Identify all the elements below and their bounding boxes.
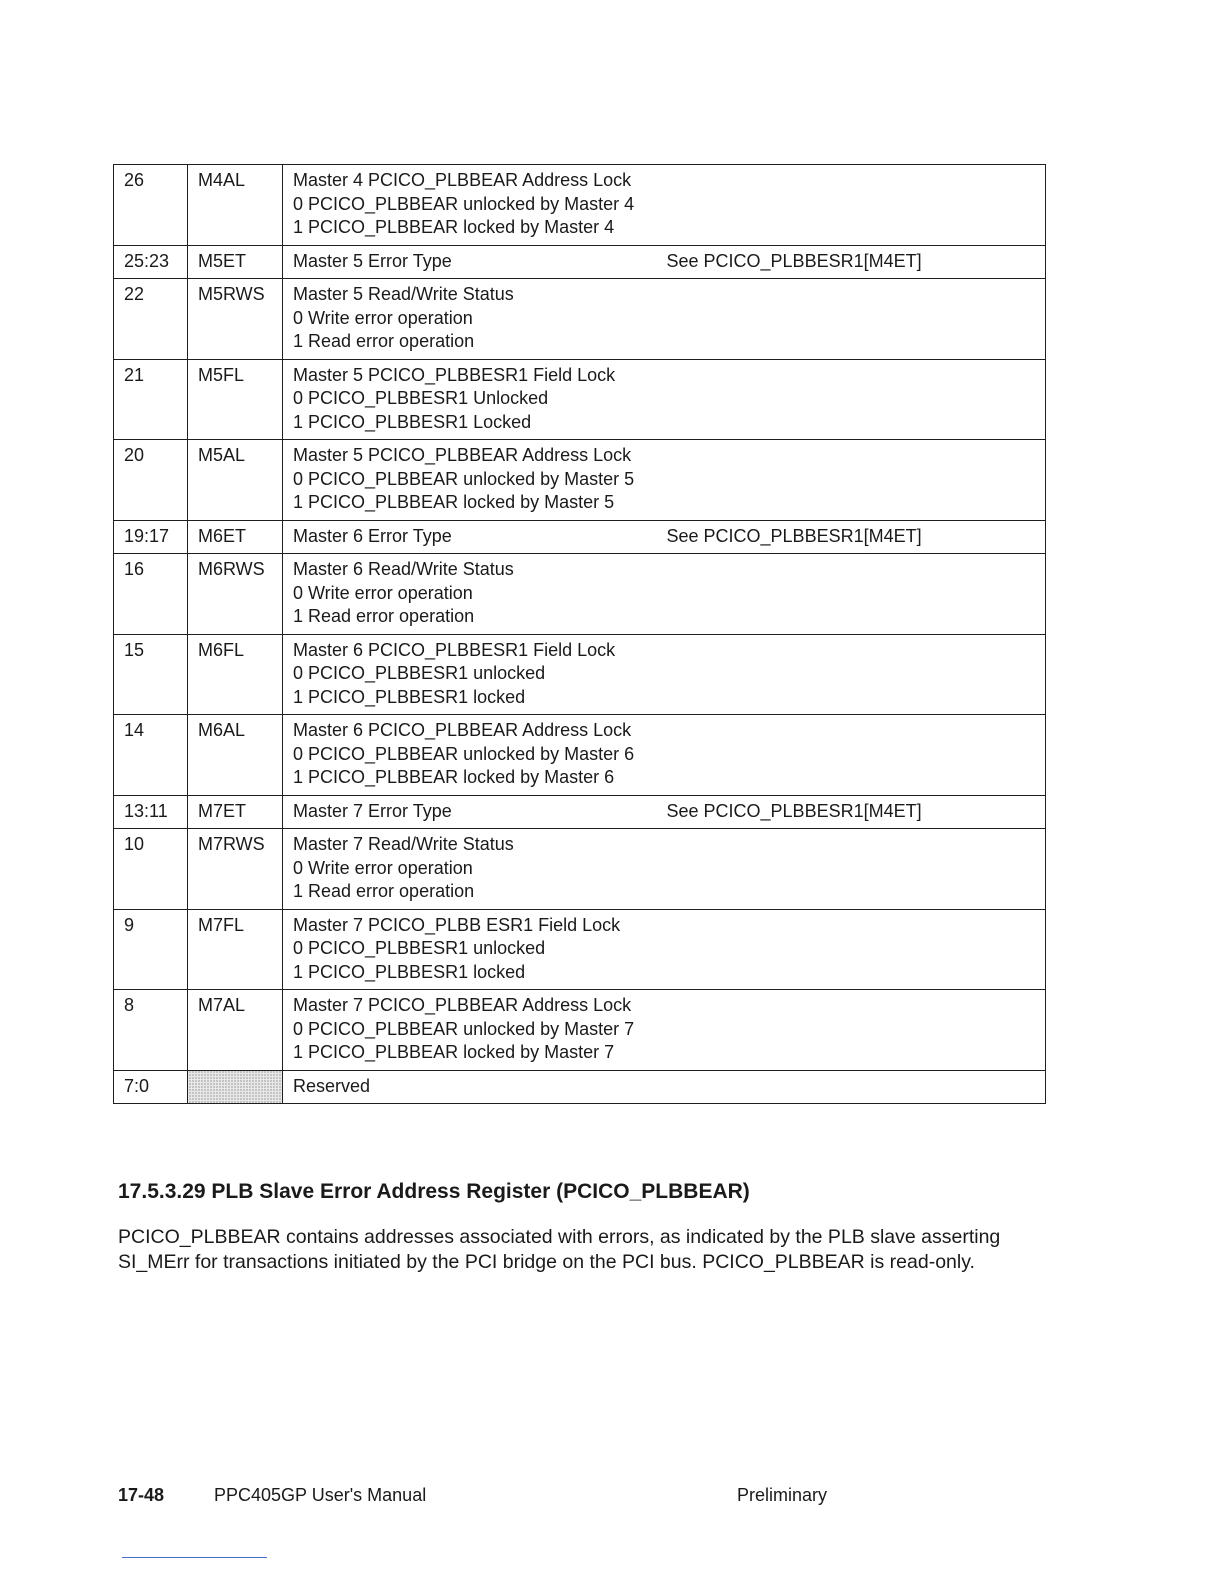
description-cell: [283, 1070, 663, 1104]
footer-manual-title: PPC405GP User's Manual: [214, 1485, 427, 1505]
register-field-table: [113, 164, 1046, 1104]
reserved-field-cell: [188, 1070, 283, 1104]
field-name-cell: M7ET: [188, 795, 283, 829]
notes-cell: See PCICO_PLBBESR1[M4ET]: [663, 245, 1046, 279]
description-cell: [283, 165, 663, 246]
table-row: [114, 1070, 1046, 1104]
bits-cell: 14: [114, 715, 188, 796]
description-cell: [283, 359, 663, 440]
bits-cell: 19:17: [114, 520, 188, 554]
description-line: 1 Read error operation: [293, 881, 475, 901]
notes-cell: [663, 829, 1046, 910]
footer-page-number: 17-48: [118, 1485, 165, 1505]
footer-rule: [122, 1557, 267, 1558]
table-row: [114, 634, 1046, 715]
description-line: Master 6 PCICO_PLBBEAR Address Lock: [293, 720, 632, 740]
description-line: 0 PCICO_PLBBEAR unlocked by Master 7: [293, 1018, 635, 1039]
table-row: [114, 554, 1046, 635]
description-cell: [283, 795, 663, 829]
table-row: [114, 245, 1046, 279]
notes-cell: [663, 909, 1046, 990]
description-line: Master 6 PCICO_PLBBESR1 Field Lock: [293, 639, 616, 660]
field-name-cell: M7AL: [188, 990, 283, 1071]
bits-cell: 25:23: [114, 245, 188, 279]
bits-cell: 13:11: [114, 795, 188, 829]
description-cell: [283, 440, 663, 521]
description-line: Master 7 PCICO_PLBB ESR1 Field Lock: [293, 914, 621, 935]
description-cell: [283, 554, 663, 635]
description-line: Master 7 Read/Write Status: [293, 834, 514, 854]
table-row: [114, 829, 1046, 910]
field-name-cell: M7FL: [188, 909, 283, 990]
notes-cell: See PCICO_PLBBESR1[M4ET]: [663, 520, 1046, 554]
bits-cell: 8: [114, 990, 188, 1071]
description-line: 1 PCICO_PLBBESR1 locked: [293, 961, 526, 982]
description-line: 0 Write error operation: [293, 857, 473, 878]
table-row: [114, 440, 1046, 521]
description-cell: [283, 990, 663, 1071]
description-line: 1 PCICO_PLBBESR1 locked: [293, 686, 526, 707]
field-name-cell: M6FL: [188, 634, 283, 715]
table-row: [114, 909, 1046, 990]
description-line: 0 PCICO_PLBBEAR unlocked by Master 5: [293, 468, 635, 489]
description-line: Master 5 PCICO_PLBBEAR Address Lock: [293, 445, 632, 465]
field-name-cell: M4AL: [188, 165, 283, 246]
field-name-cell: M7RWS: [188, 829, 283, 910]
section-title: 17.5.3.29 PLB Slave Error Address Register (PCICO_PLBBEAR): [118, 1180, 750, 1203]
description-line: Master 7 Error Type: [293, 800, 452, 821]
description-line: Master 4 PCICO_PLBBEAR Address Lock: [293, 170, 632, 190]
table-row: [114, 279, 1046, 360]
section-body: PCICO_PLBBEAR contains addresses associated with errors, as indicated by the PLB slave asserting SI_MErr for transactions initiated by the PCI bridge on the PCI bus. PCICO_PLBBEAR is read-only.: [118, 1226, 1001, 1273]
description-line: 1 PCICO_PLBBEAR locked by Master 4: [293, 217, 615, 237]
description-line: Master 6 Read/Write Status: [293, 559, 514, 579]
bits-cell: 21: [114, 359, 188, 440]
field-name-cell: M5RWS: [188, 279, 283, 360]
description-line: 1 PCICO_PLBBEAR locked by Master 6: [293, 767, 615, 787]
table-row: [114, 165, 1046, 246]
notes-cell: [663, 554, 1046, 635]
description-line: 0 PCICO_PLBBEAR unlocked by Master 6: [293, 743, 635, 764]
field-name-cell: M5ET: [188, 245, 283, 279]
description-cell: [283, 245, 663, 279]
description-line: Reserved: [293, 1075, 371, 1096]
bits-cell: 10: [114, 829, 188, 910]
notes-cell: [663, 1070, 1046, 1104]
notes-cell: [663, 634, 1046, 715]
bits-cell: 20: [114, 440, 188, 521]
table-row: [114, 795, 1046, 829]
description-line: 0 Write error operation: [293, 582, 473, 603]
description-line: 1 PCICO_PLBBEAR locked by Master 5: [293, 492, 615, 512]
notes-cell: See PCICO_PLBBESR1[M4ET]: [663, 795, 1046, 829]
description-line: 1 Read error operation: [293, 331, 475, 351]
field-name-cell: M6AL: [188, 715, 283, 796]
description-line: 0 Write error operation: [293, 307, 473, 328]
description-line: Master 7 PCICO_PLBBEAR Address Lock: [293, 995, 632, 1015]
register-field-table-body: [114, 165, 1046, 1104]
description-line: 1 Read error operation: [293, 606, 475, 626]
description-cell: [283, 909, 663, 990]
description-line: Master 5 PCICO_PLBBESR1 Field Lock: [293, 364, 616, 385]
table-row: [114, 990, 1046, 1071]
bits-cell: 15: [114, 634, 188, 715]
bits-cell: 9: [114, 909, 188, 990]
description-line: 1 PCICO_PLBBEAR locked by Master 7: [293, 1042, 615, 1062]
bits-cell: 16: [114, 554, 188, 635]
description-cell: [283, 520, 663, 554]
table-row: [114, 359, 1046, 440]
description-line: 0 PCICO_PLBBESR1 unlocked: [293, 663, 546, 683]
field-name-cell: M5AL: [188, 440, 283, 521]
field-name-cell: M6ET: [188, 520, 283, 554]
notes-cell: [663, 990, 1046, 1071]
description-line: Master 5 Read/Write Status: [293, 284, 514, 304]
bits-cell: 26: [114, 165, 188, 246]
description-cell: [283, 279, 663, 360]
description-line: Master 6 Error Type: [293, 525, 452, 546]
notes-cell: [663, 359, 1046, 440]
description-cell: [283, 829, 663, 910]
bits-cell: 7:0: [114, 1070, 188, 1104]
description-line: Master 5 Error Type: [293, 250, 452, 271]
description-cell: [283, 634, 663, 715]
table-row: [114, 715, 1046, 796]
description-line: 1 PCICO_PLBBESR1 Locked: [293, 411, 532, 432]
field-name-cell: M5FL: [188, 359, 283, 440]
footer-status: Preliminary: [737, 1485, 828, 1505]
notes-cell: [663, 279, 1046, 360]
description-cell: [283, 715, 663, 796]
description-line: 0 PCICO_PLBBESR1 Unlocked: [293, 388, 549, 408]
description-line: 0 PCICO_PLBBESR1 unlocked: [293, 938, 546, 958]
description-line: 0 PCICO_PLBBEAR unlocked by Master 4: [293, 193, 635, 214]
table-row: [114, 520, 1046, 554]
notes-cell: [663, 715, 1046, 796]
bits-cell: 22: [114, 279, 188, 360]
notes-cell: [663, 165, 1046, 246]
notes-cell: [663, 440, 1046, 521]
field-name-cell: M6RWS: [188, 554, 283, 635]
